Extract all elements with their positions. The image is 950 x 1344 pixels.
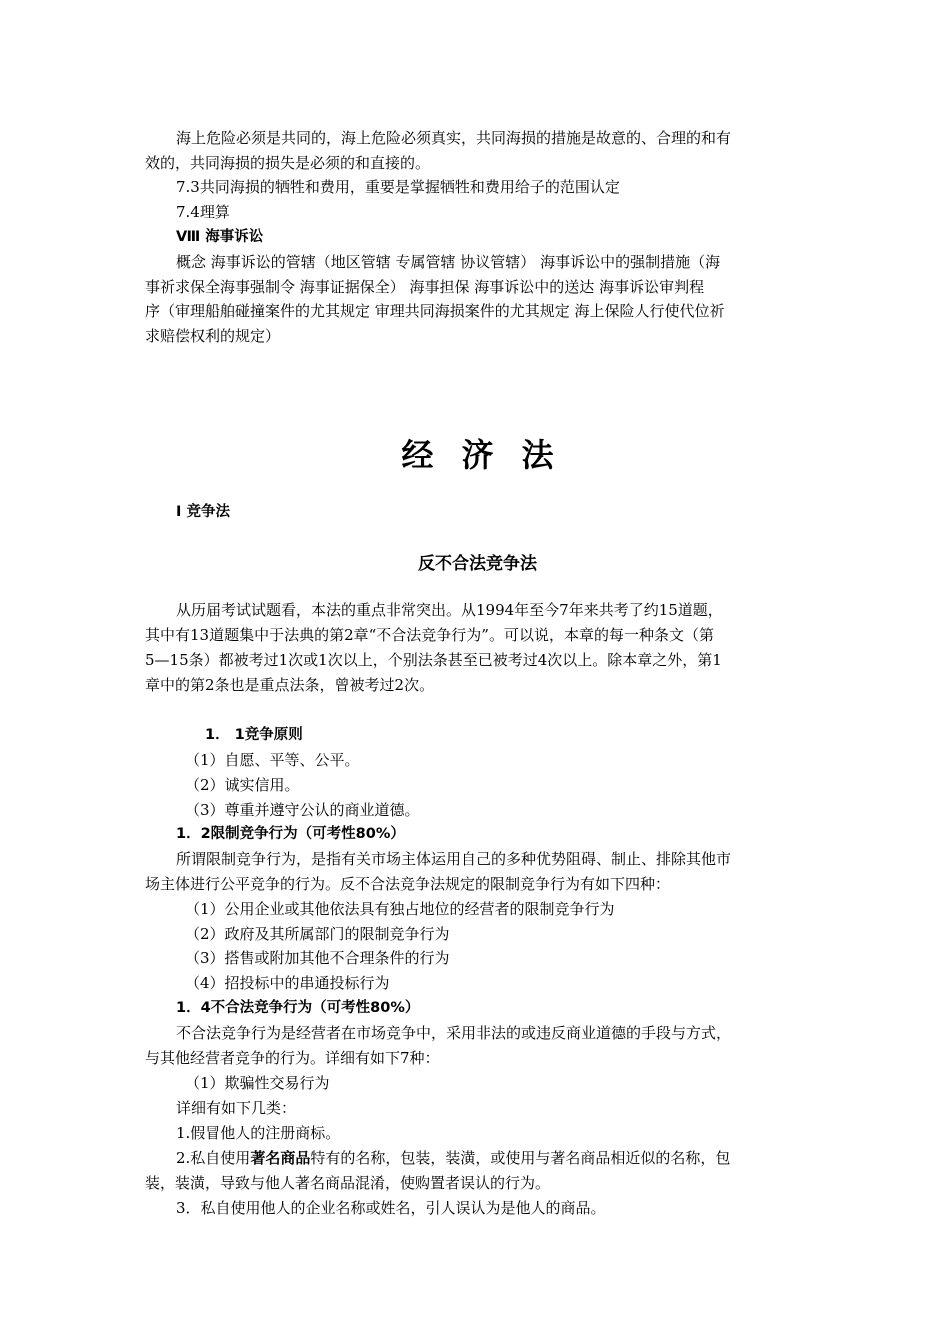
item-7-3: 7.3共同海损的牺牲和费用，重要是掌握牺牲和费用给子的范围认定: [176, 178, 620, 196]
paragraph-line: 事祈求保全海事强制令 海事证据保全） 海事担保 海事诉讼中的送达 海事诉讼审判程: [145, 278, 705, 296]
paragraph-line: 场主体进行公平竞争的行为。反不合法竞争法规定的限制竞争行为有如下四种：: [145, 875, 671, 893]
paragraph-line: 海上危险必须是共同的，海上危险必须真实，共同海损的措施是故意的、合理的和有: [176, 129, 732, 147]
list-item: 3．私自使用他人的企业名称或姓名，引人误认为是他人的商品。: [176, 1199, 606, 1217]
list-item: 1.假冒他人的注册商标。: [176, 1124, 341, 1142]
list-item: （3）搭售或附加其他不合理条件的行为: [185, 949, 450, 967]
paragraph-line: 概念 海事诉讼的管辖（地区管辖 专属管辖 协议管辖） 海事诉讼中的强制措施（海: [176, 253, 721, 271]
paragraph-line: 效的，共同海损的损失是必须的和直接的。: [145, 154, 431, 172]
list-item: （2）政府及其所属部门的限制竞争行为: [185, 925, 450, 943]
s1-4-heading: 1．4不合法竞争行为（可考性80%）: [176, 1000, 420, 1016]
paragraph-line: 章中的第2条也是重点法条，曾被考过2次。: [145, 676, 435, 694]
list-item-text: 2.私自使用: [176, 1149, 251, 1167]
paragraph-line: 求赔偿权利的规定）: [145, 327, 281, 345]
chapter-title: 经济法: [401, 436, 582, 474]
s1-1-heading: 1． 1竞争原则: [205, 727, 303, 743]
paragraph-line: 序（审理船舶碰撞案件的尤其规定 审理共同海损案件的尤其规定 海上保险人行使代位祈: [145, 302, 725, 320]
paragraph-line: 5—15条）都被考过1次或1次以上，个别法条甚至已被考过4次以上。除本章之外，第1: [145, 651, 722, 669]
list-item-text: 特有的名称，包装，装潢，或使用与著名商品相近似的名称，包: [310, 1149, 731, 1167]
paragraph-line: 从历届考试试题看，本法的重点非常突出。从1994年至今7年来共考了约15道题，: [176, 601, 723, 619]
paragraph-line: 详细有如下几类：: [176, 1099, 297, 1117]
list-item: （1）自愿、平等、公平。: [185, 751, 360, 769]
paragraph-line: 其中有13道题集中于法典的第2章“不合法竞争行为”。可以说，本章的每一种条文（第: [145, 626, 714, 644]
list-item: （4）招投标中的串通投标行为: [185, 974, 390, 992]
list-item: （1）公用企业或其他依法具有独占地位的经营者的限制竞争行为: [185, 900, 615, 918]
paragraph-line: 不合法竞争行为是经营者在市场竞争中，采用非法的或违反商业道德的手段与方式，: [176, 1024, 732, 1042]
s1-2-heading: 1．2限制竞争行为（可考性80%）: [176, 826, 405, 842]
paragraph-line: 装，装潢，导致与他人著名商品混淆，使购置者误认的行为。: [145, 1174, 551, 1192]
list-item: （1）欺骗性交易行为: [185, 1074, 330, 1092]
emphasis-text: 著名商品: [250, 1149, 311, 1167]
list-item: （3）尊重并遵守公认的商业道德。: [185, 801, 420, 819]
list-item: [176, 1146, 730, 1170]
paragraph-line: 与其他经营者竞争的行为。详细有如下7种：: [145, 1049, 440, 1067]
paragraph-line: 所谓限制竞争行为，是指有关市场主体运用自己的多种优势阻碍、制止、排除其他市: [176, 850, 732, 868]
section-subtitle: 反不合法竞争法: [418, 554, 537, 574]
list-item: （2）诚实信用。: [185, 776, 300, 794]
part-heading: Ⅰ 竞争法: [176, 504, 230, 520]
item-7-4: 7.4理算: [176, 203, 230, 221]
section-viii-heading: Ⅷ 海事诉讼: [176, 229, 264, 245]
